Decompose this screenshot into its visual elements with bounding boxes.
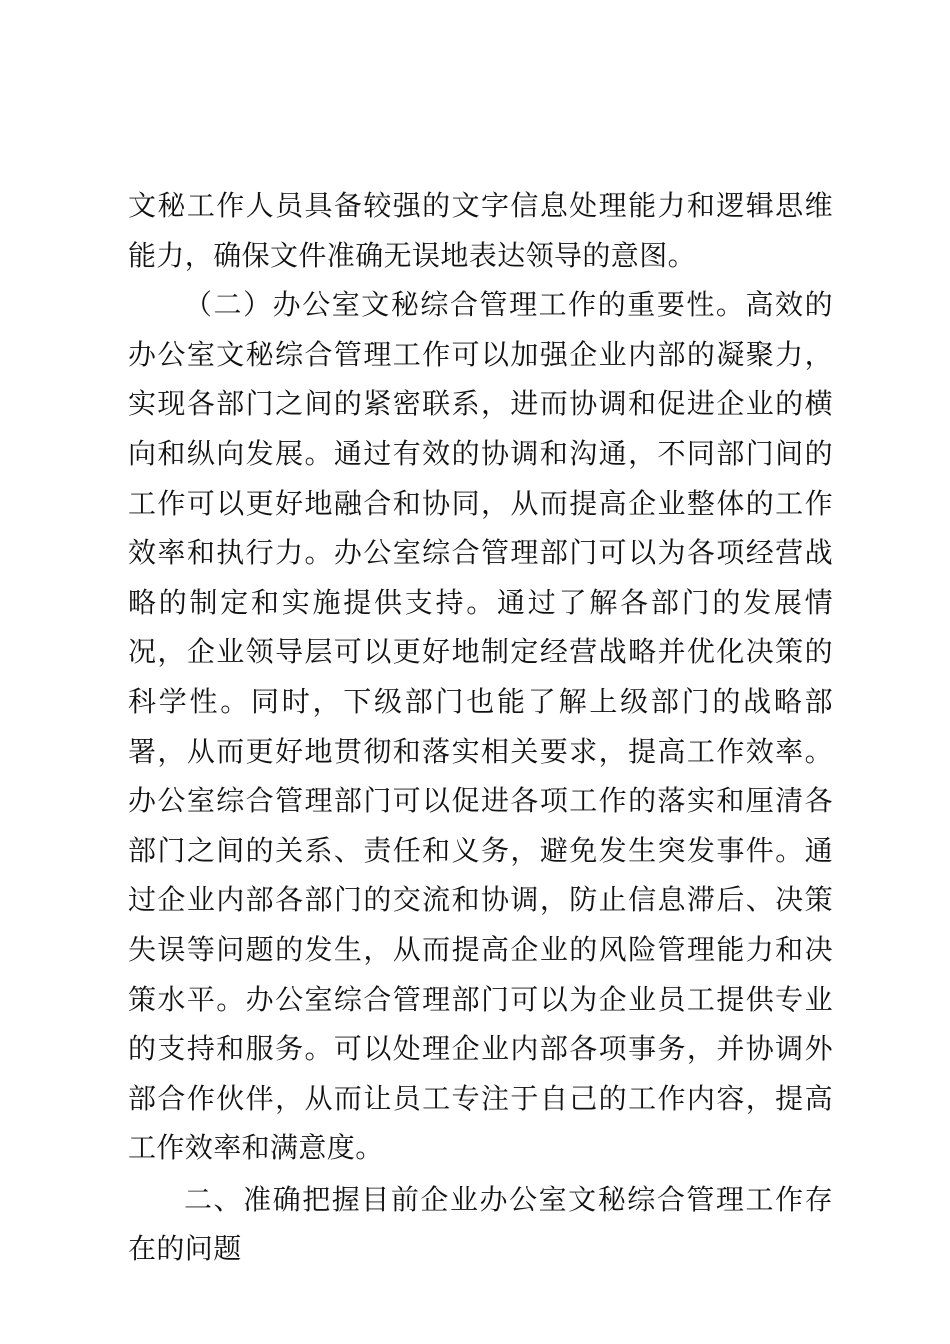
paragraph-continuation: 文秘工作人员具备较强的文字信息处理能力和逻辑思维能力，确保文件准确无误地表达领导的意图。 (128, 189, 833, 272)
paragraph-importance: （二）办公室文秘综合管理工作的重要性。高效的办公室文秘综合管理工作可以加强企业内部的凝聚力，实现各部门之间的紧密联系，进而协调和促进企业的横向和纵向发展。通过有效的协调和沟通，不同部门间的工作可以更好地融合和协同，从而提高企业整体的工作效率和执行力。办公室综合管理部门可以为各项经营战略的制定和实施提供支持。通过了解各部门的发展情况，企业领导层可以更好地制定经营战略并优化决策的科学性。同时，下级部门也能了解上级部门的战略部署，从而更好地贯彻和落实相关要求，提高工作效率。办公室综合管理部门可以促进各项工作的落实和厘清各部门之间的关系、责任和义务，避免发生突发事件。通过企业内部各部门的交流和协调，防止信息滞后、决策失误等问题的发生，从而提高企业的风险管理能力和决策水平。办公室综合管理部门可以为企业员工提供专业的支持和服务。可以处理企业内部各项事务，并协调外部合作伙伴，从而让员工专注于自己的工作内容，提高工作效率和满意度。 (128, 288, 833, 1165)
section-two-heading: 二、准确把握目前企业办公室文秘综合管理工作存在的问题 (128, 1182, 833, 1266)
document-body (128, 181, 833, 1274)
